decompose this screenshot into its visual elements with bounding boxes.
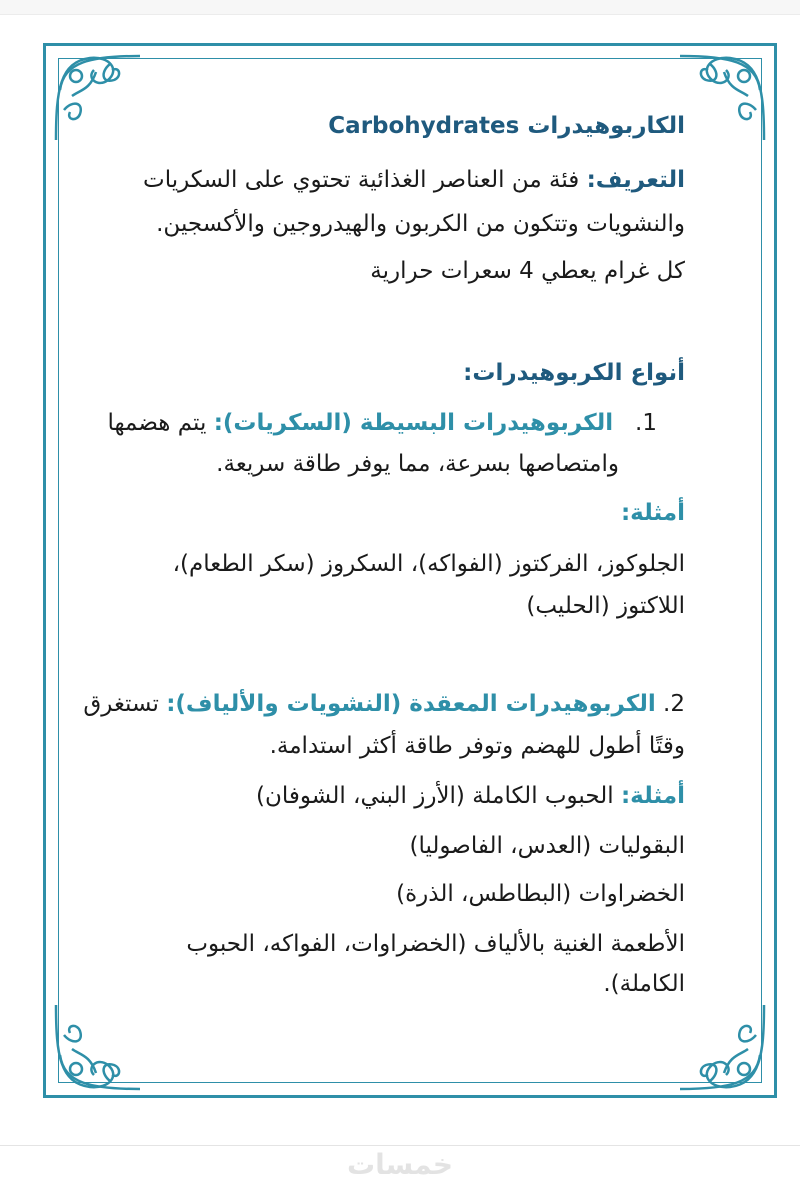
ornament-corner-icon xyxy=(675,50,770,145)
complex-examples-line xyxy=(256,780,685,812)
complex-examples-label: أمثلة: xyxy=(620,783,685,809)
page-title xyxy=(328,110,685,142)
footer-divider xyxy=(0,1145,800,1146)
simple-type-line-1 xyxy=(107,407,657,439)
simple-examples-label: أمثلة: xyxy=(620,500,685,526)
simple-type-desc-2: وامتصاصها بسرعة، مما يوفر طاقة سريعة. xyxy=(216,451,619,477)
simple-examples-line-1: الجلوكوز، الفركتوز (الفواكه)، السكروز (سكر الطعام)، xyxy=(172,551,685,577)
title-arabic: الكاربوهيدرات xyxy=(527,113,685,139)
definition-line-1 xyxy=(143,164,685,196)
definition-label: التعريف: xyxy=(586,167,685,193)
ornament-corner-icon xyxy=(50,1000,145,1095)
simple-examples-line-2: اللاكتوز (الحليب) xyxy=(526,593,685,619)
complex-type-number: 2. xyxy=(663,691,685,717)
types-heading: أنواع الكربوهيدرات: xyxy=(463,360,685,386)
complex-type-line-1 xyxy=(83,688,685,720)
complex-example-4-line-1: الأطعمة الغنية بالألياف (الخضراوات، الفواكه، الحبوب xyxy=(186,931,685,957)
ornament-corner-icon xyxy=(50,50,145,145)
definition-line-2: والنشويات وتتكون من الكربون والهيدروجين والأكسجين. xyxy=(156,211,685,237)
complex-example-3: الخضراوات (البطاطس، الذرة) xyxy=(396,881,685,907)
definition-text-1: فئة من العناصر الغذائية تحتوي على السكريات xyxy=(143,167,580,193)
calories-note: كل غرام يعطي 4 سعرات حرارية xyxy=(370,258,685,284)
complex-example-1: الحبوب الكاملة (الأرز البني، الشوفان) xyxy=(256,783,614,809)
complex-example-2: البقوليات (العدس، الفاصوليا) xyxy=(409,833,685,859)
simple-type-title: الكربوهيدرات البسيطة (السكريات): xyxy=(213,410,614,436)
simple-type-number: 1. xyxy=(635,410,657,436)
simple-type-desc-1: يتم هضمها xyxy=(107,410,207,436)
top-edge xyxy=(0,0,800,15)
complex-example-4-line-2: الكاملة). xyxy=(603,971,685,997)
watermark: خمسات xyxy=(346,1148,454,1181)
complex-type-desc-2: وقتًا أطول للهضم وتوفر طاقة أكثر استدامة. xyxy=(269,733,685,759)
ornament-corner-icon xyxy=(675,1000,770,1095)
complex-type-desc-1: تستغرق xyxy=(83,691,159,717)
complex-type-title: الكربوهيدرات المعقدة (النشويات والألياف): xyxy=(166,691,656,717)
title-english: Carbohydrates xyxy=(328,113,520,139)
